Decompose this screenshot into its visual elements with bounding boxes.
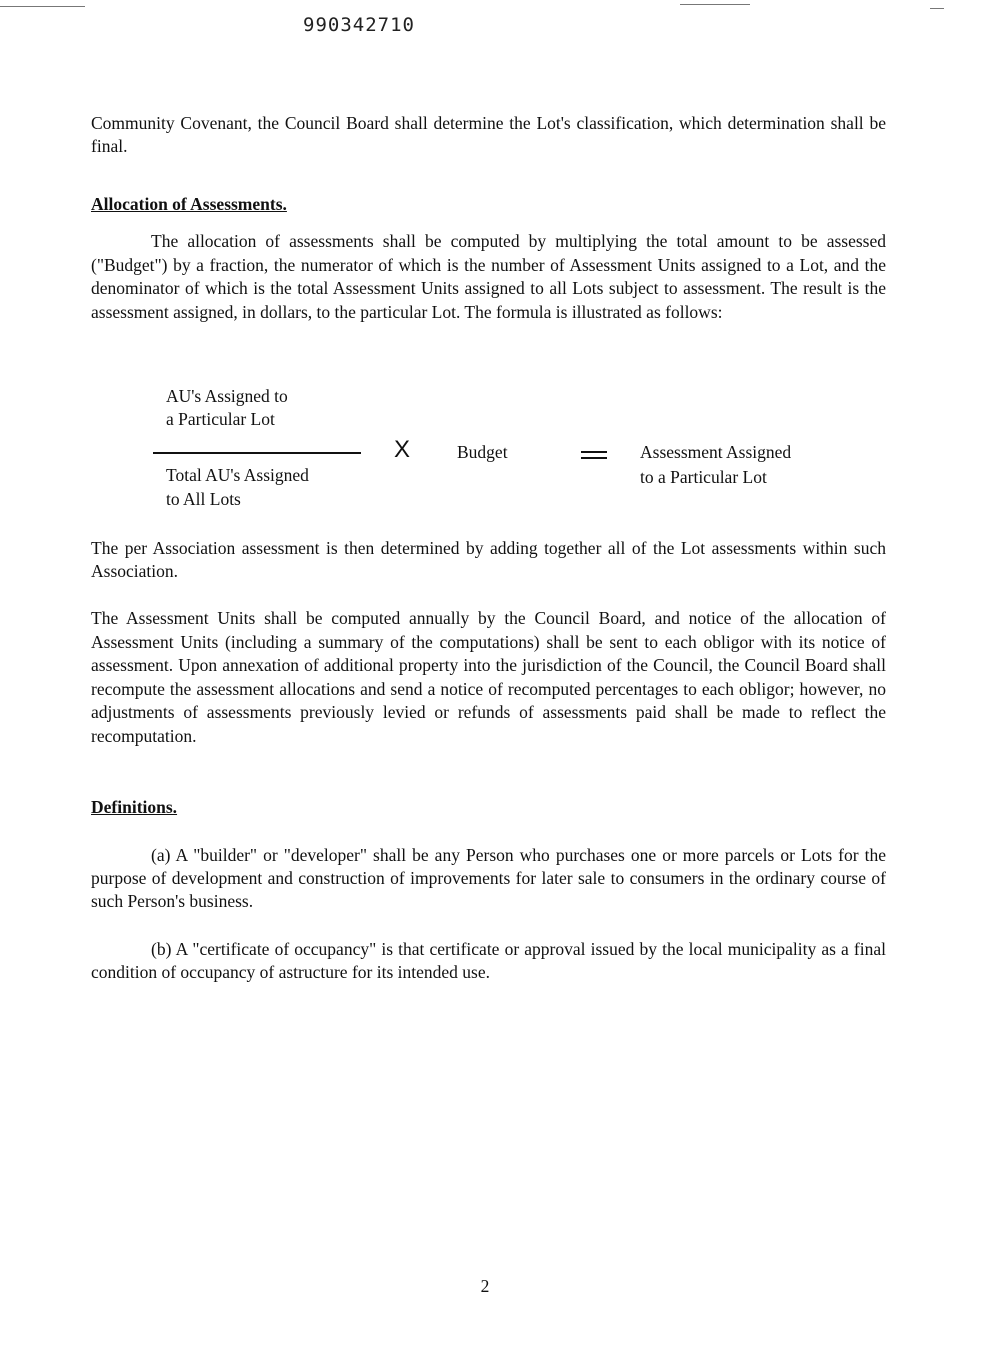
allocation-paragraph: The allocation of assessments shall be computed by multiplying the total amount to be assessed ("Budget") by a fraction, the numerator of which is the number of Assessment Units assigned to a Lot, and the denominator of which is the total Assessment Units assigned to all Lots subject to assessment. The result is the assessment assigned, in dollars, to the particular Lot. The formula is illustrated as follows: [91,231,886,322]
scan-artifact [680,4,750,5]
formula-denominator-line1: Total AU's Assigned [166,465,309,485]
intro-paragraph: Community Covenant, the Council Board shall determine the Lot's classification, which determination shall be final. [91,113,886,156]
definitions-heading: Definitions. [91,797,178,817]
formula-result-line1: Assessment Assigned [640,442,792,462]
per-association-paragraph: The per Association assessment is then determined by adding together all of the Lot assessments within such Association. [91,538,886,581]
computation-paragraph: The Assessment Units shall be computed annually by the Council Board, and notice of the allocation of Assessment Units (including a summary of the computations) shall be sent to each obligor with its notice of assessment. Upon annexation of additional property into the jurisdiction of the Council, the Council Board shall recompute the assessment allocations and send a notice of recomputed percentages to each obligor; however, no adjustments of assessments previously levied or refunds of assessments paid shall be made to reflect the recomputation. [91,608,886,746]
scan-artifact [0,6,85,7]
formula-multiplier: Budget [457,442,508,462]
definition-b: (b) A "certificate of occupancy" is that certificate or approval issued by the local municipality as a final condition of occupancy of astructure for its intended use. [91,939,886,982]
formula-numerator-line2: a Particular Lot [166,409,275,429]
multiply-sign: X [394,436,411,463]
document-id: 990342710 [303,14,415,36]
formula-result-line2: to a Particular Lot [640,467,767,487]
formula-denominator-line2: to All Lots [166,489,241,509]
fraction-bar [153,452,361,454]
scan-artifact [930,8,944,9]
definition-a: (a) A "builder" or "developer" shall be any Person who purchases one or more parcels or Lots for the purpose of development and construction of improvements for later sale to consumers in the ordinary course of such Person's business. [91,845,886,911]
page-number: 2 [480,1276,490,1296]
equals-sign [581,451,607,463]
allocation-heading: Allocation of Assessments. [91,194,287,214]
formula-numerator-line1: AU's Assigned to [166,386,288,406]
